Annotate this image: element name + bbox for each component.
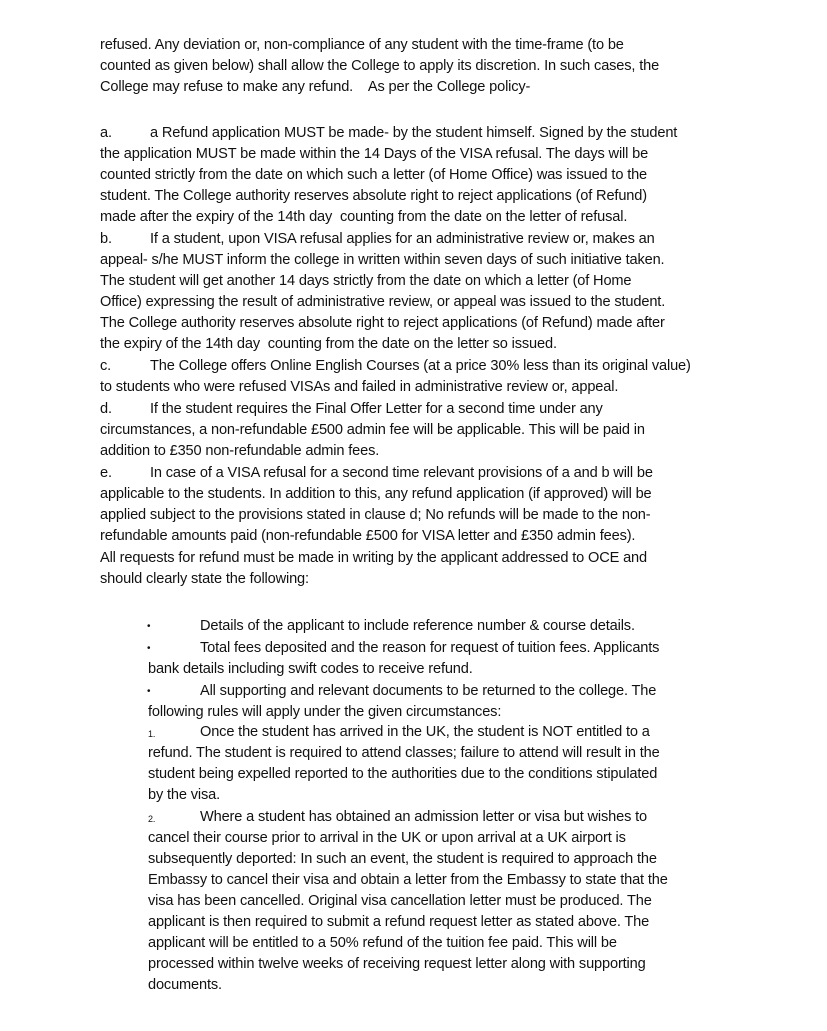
clause-marker: b. [100,231,112,247]
clause-marker: d. [100,401,112,417]
bullet-icon: • [147,621,151,632]
bullet-icon: • [147,686,151,697]
intro-line: College may refuse to make any refund. As per the College policy- [100,79,531,95]
rule-line: processed within twelve weeks of receiving request letter along with supporting [148,956,646,972]
clause-line: refundable amounts paid (non-refundable £500 for VISA letter and £350 admin fees). [100,528,636,544]
rule-line: Once the student has arrived in the UK, the student is NOT entitled to a [200,724,650,740]
intro-line: counted as given below) shall allow the College to apply its discretion. In such cases, the [100,58,660,74]
rule-line: documents. [148,977,222,993]
clause-line: to students who were refused VISAs and failed in administrative review or, appeal. [100,379,619,395]
rule-line: subsequently deported: In such an event, the student is required to approach the [148,851,657,867]
clause-line: In case of a VISA refusal for a second time relevant provisions of a and b will be [150,465,653,481]
bullet-line: Details of the applicant to include reference number & course details. [200,618,635,634]
rule-marker: 2. [148,814,156,824]
clause-line: counted strictly from the date on which such a letter (of Home Office) was issued to the [100,167,648,183]
bullet-line: Total fees deposited and the reason for request of tuition fees. Applicants [200,640,660,656]
rule-line: refund. The student is required to attend classes; failure to attend will result in the [148,745,660,761]
clause-line: If a student, upon VISA refusal applies for an administrative review or, makes an [150,231,655,247]
clause-line: The College offers Online English Courses (at a price 30% less than its original value) [150,358,691,374]
bullet-line: All supporting and relevant documents to be returned to the college. The [200,683,657,699]
rule-line: Where a student has obtained an admission letter or visa but wishes to [200,809,648,825]
clause-marker: e. [100,465,112,481]
clause-line: student. The College authority reserves absolute right to reject applications (of Refund) [100,188,647,204]
clause-line: applicable to the students. In addition to this, any refund application (if approved) will be [100,486,652,502]
clause-line: The student will get another 14 days strictly from the date on which a letter (of Home [100,273,632,289]
rule-line: applicant will be entitled to a 50% refund of the tuition fee paid. This will be [148,935,617,951]
clause-line: The College authority reserves absolute right to reject applications (of Refund) made after [100,315,665,331]
clause-line: addition to £350 non-refundable admin fees. [100,443,380,459]
rule-line: visa has been cancelled. Original visa cancellation letter must be produced. The [148,893,652,909]
clause-line: appeal- s/he MUST inform the college in written within seven days of such initiative taken. [100,252,665,268]
rule-line: Embassy to cancel their visa and obtain a letter from the Embassy to state that the [148,872,668,888]
rule-line: cancel their course prior to arrival in the UK or upon arrival at a UK airport is [148,830,626,846]
clause-line: Office) expressing the result of administrative review, or appeal was issued to the student. [100,294,666,310]
requests-line: should clearly state the following: [100,571,309,587]
bullet-line: bank details including swift codes to receive refund. [148,661,473,677]
clause-marker: c. [100,358,112,374]
rule-line: student being expelled reported to the authorities due to the conditions stipulated [148,766,658,782]
requests-line: All requests for refund must be made in writing by the applicant addressed to OCE and [100,550,647,566]
clause-marker: a. [100,125,112,141]
rule-line: by the visa. [148,787,221,803]
clause-line: made after the expiry of the 14th day counting from the date on the letter of refusal. [100,209,628,225]
clause-line: the expiry of the 14th day counting from the date on the letter so issued. [100,336,557,352]
clause-line: applied subject to the provisions stated in clause d; No refunds will be made to the non- [100,507,651,523]
clause-line: the application MUST be made within the 14 Days of the VISA refusal. The days will be [100,146,649,162]
rule-marker: 1. [148,729,156,739]
clause-line: circumstances, a non-refundable £500 admin fee will be applicable. This will be paid in [100,422,645,438]
rule-line: applicant is then required to submit a refund request letter as stated above. The [148,914,650,930]
bullet-icon: • [147,643,151,654]
intro-line: refused. Any deviation or, non-compliance of any student with the time-frame (to be [100,37,624,53]
clause-line: a Refund application MUST be made- by the student himself. Signed by the student [150,125,678,141]
bullet-line: following rules will apply under the given circumstances: [148,704,502,720]
clause-line: If the student requires the Final Offer Letter for a second time under any [150,401,603,417]
